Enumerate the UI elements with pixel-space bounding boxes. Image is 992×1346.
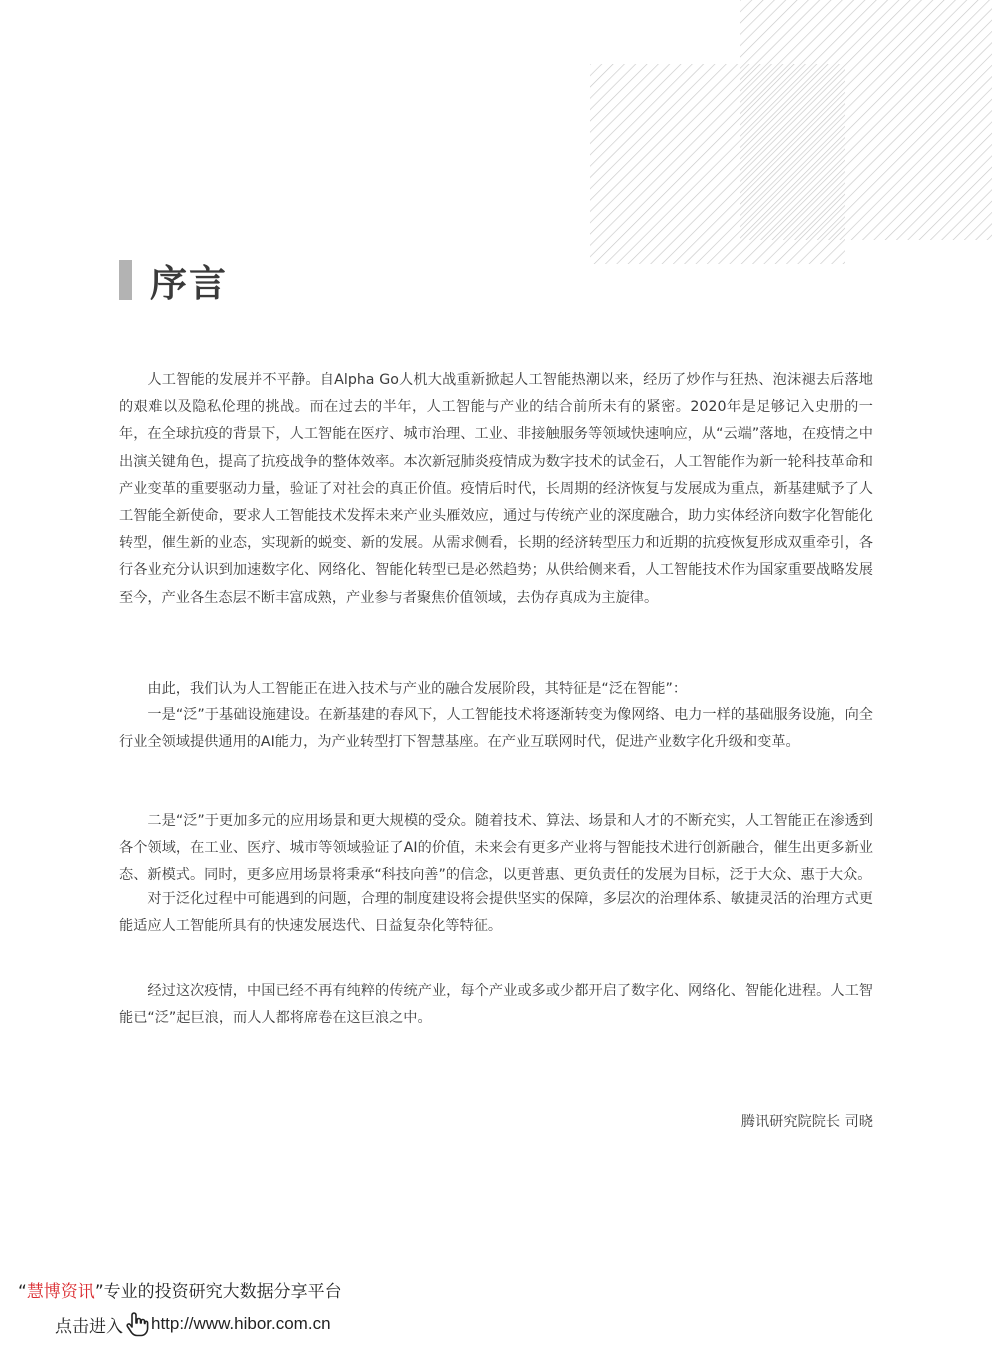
body-paragraph: 人工智能的发展并不平静。自Alpha Go人机大战重新掀起人工智能热潮以来，经历了炒作与狂热、泡沫褪去后落地的艰难以及隐私伦理的挑战。而在过去的半年，人工智能与产业的结合前所未有的紧密。2020年是足够记入史册的一年，在全球抗疫的背景下，人工智能在医疗、城市治理、工业、非接触服务等领域快速响应，从“云端”落地，在疫情之中出演关键角色，提高了抗疫战争的整体效率。本次新冠肺炎疫情成为数字技术的试金石，人工智能作为新一轮科技革命和产业变革的重要驱动力量，验证了对社会的真正价值。疫情后时代，长周期的经济恢复与发展成为重点，新基建赋予了人工智能全新使命，要求人工智能技术发挥未来产业头雁效应，通过与传统产业的深度融合，助力实体经济向数字化智能化转型，催生新的业态，实现新的蜕变、新的发展。从需求侧看，长期的经济转型压力和近期的抗疫恢复形成双重牵引，各行各业充分认识到加速数字化、网络化、智能化转型已是必然趋势；从供给侧来看，人工智能技术作为国家重要战略发展至今，产业各生态层不断丰富成熟，产业参与者聚焦价值领域，去伪存真成为主旋律。	[119, 372, 873, 606]
heading-accent-bar	[119, 260, 132, 300]
page-title: 序言	[150, 262, 228, 305]
body-paragraph: 由此，我们认为人工智能正在进入技术与产业的融合发展阶段，其特征是“泛在智能”：	[147, 681, 688, 697]
hibor-website-link[interactable]: http://www.hibor.com.cn	[151, 1314, 331, 1333]
footer-slogan	[18, 1277, 342, 1302]
author-signature: 腾讯研究院院长 司晓	[740, 1114, 873, 1130]
section-heading	[119, 258, 228, 305]
body-paragraph: 经过这次疫情，中国已经不再有纯粹的传统产业，每个产业或多或少都开启了数字化、网络化、智能化进程。人工智能已“泛”起巨浪，而人人都将席卷在这巨浪之中。	[119, 983, 873, 1027]
quote-close: ”	[94, 1282, 104, 1302]
footer-link-row	[55, 1310, 331, 1338]
brand-name: 慧博资讯	[26, 1282, 95, 1302]
diagonal-stripes-decoration-lower	[590, 64, 845, 264]
slogan-text: 专业的投资研究大数据分享平台	[103, 1282, 342, 1302]
enter-label: 点击进入	[55, 1316, 123, 1337]
pointing-hand-icon	[125, 1311, 149, 1337]
body-paragraph: 二是“泛”于更加多元的应用场景和更大规模的受众。随着技术、算法、场景和人才的不断充实，人工智能正在渗透到各个领域，在工业、医疗、城市等领域验证了AI的价值，未来会有更多产业将与智能技术进行创新融合，催生出更多新业态、新模式。同时，更多应用场景将秉承“科技向善”的信念，以更普惠、更负责任的发展为目标，泛于大众、惠于大众。	[119, 813, 873, 884]
quote-open: “	[18, 1282, 27, 1302]
body-paragraph: 一是“泛”于基础设施建设。在新基建的春风下，人工智能技术将逐渐转变为像网络、电力一样的基础服务设施，向全行业全领域提供通用的AI能力，为产业转型打下智慧基座。在产业互联网时代，促进产业数字化升级和变革。	[119, 707, 873, 751]
body-paragraph: 对于泛化过程中可能遇到的问题，合理的制度建设将会提供坚实的保障，多层次的治理体系、敏捷灵活的治理方式更能适应人工智能所具有的快速发展迭代、日益复杂化等特征。	[119, 891, 873, 935]
